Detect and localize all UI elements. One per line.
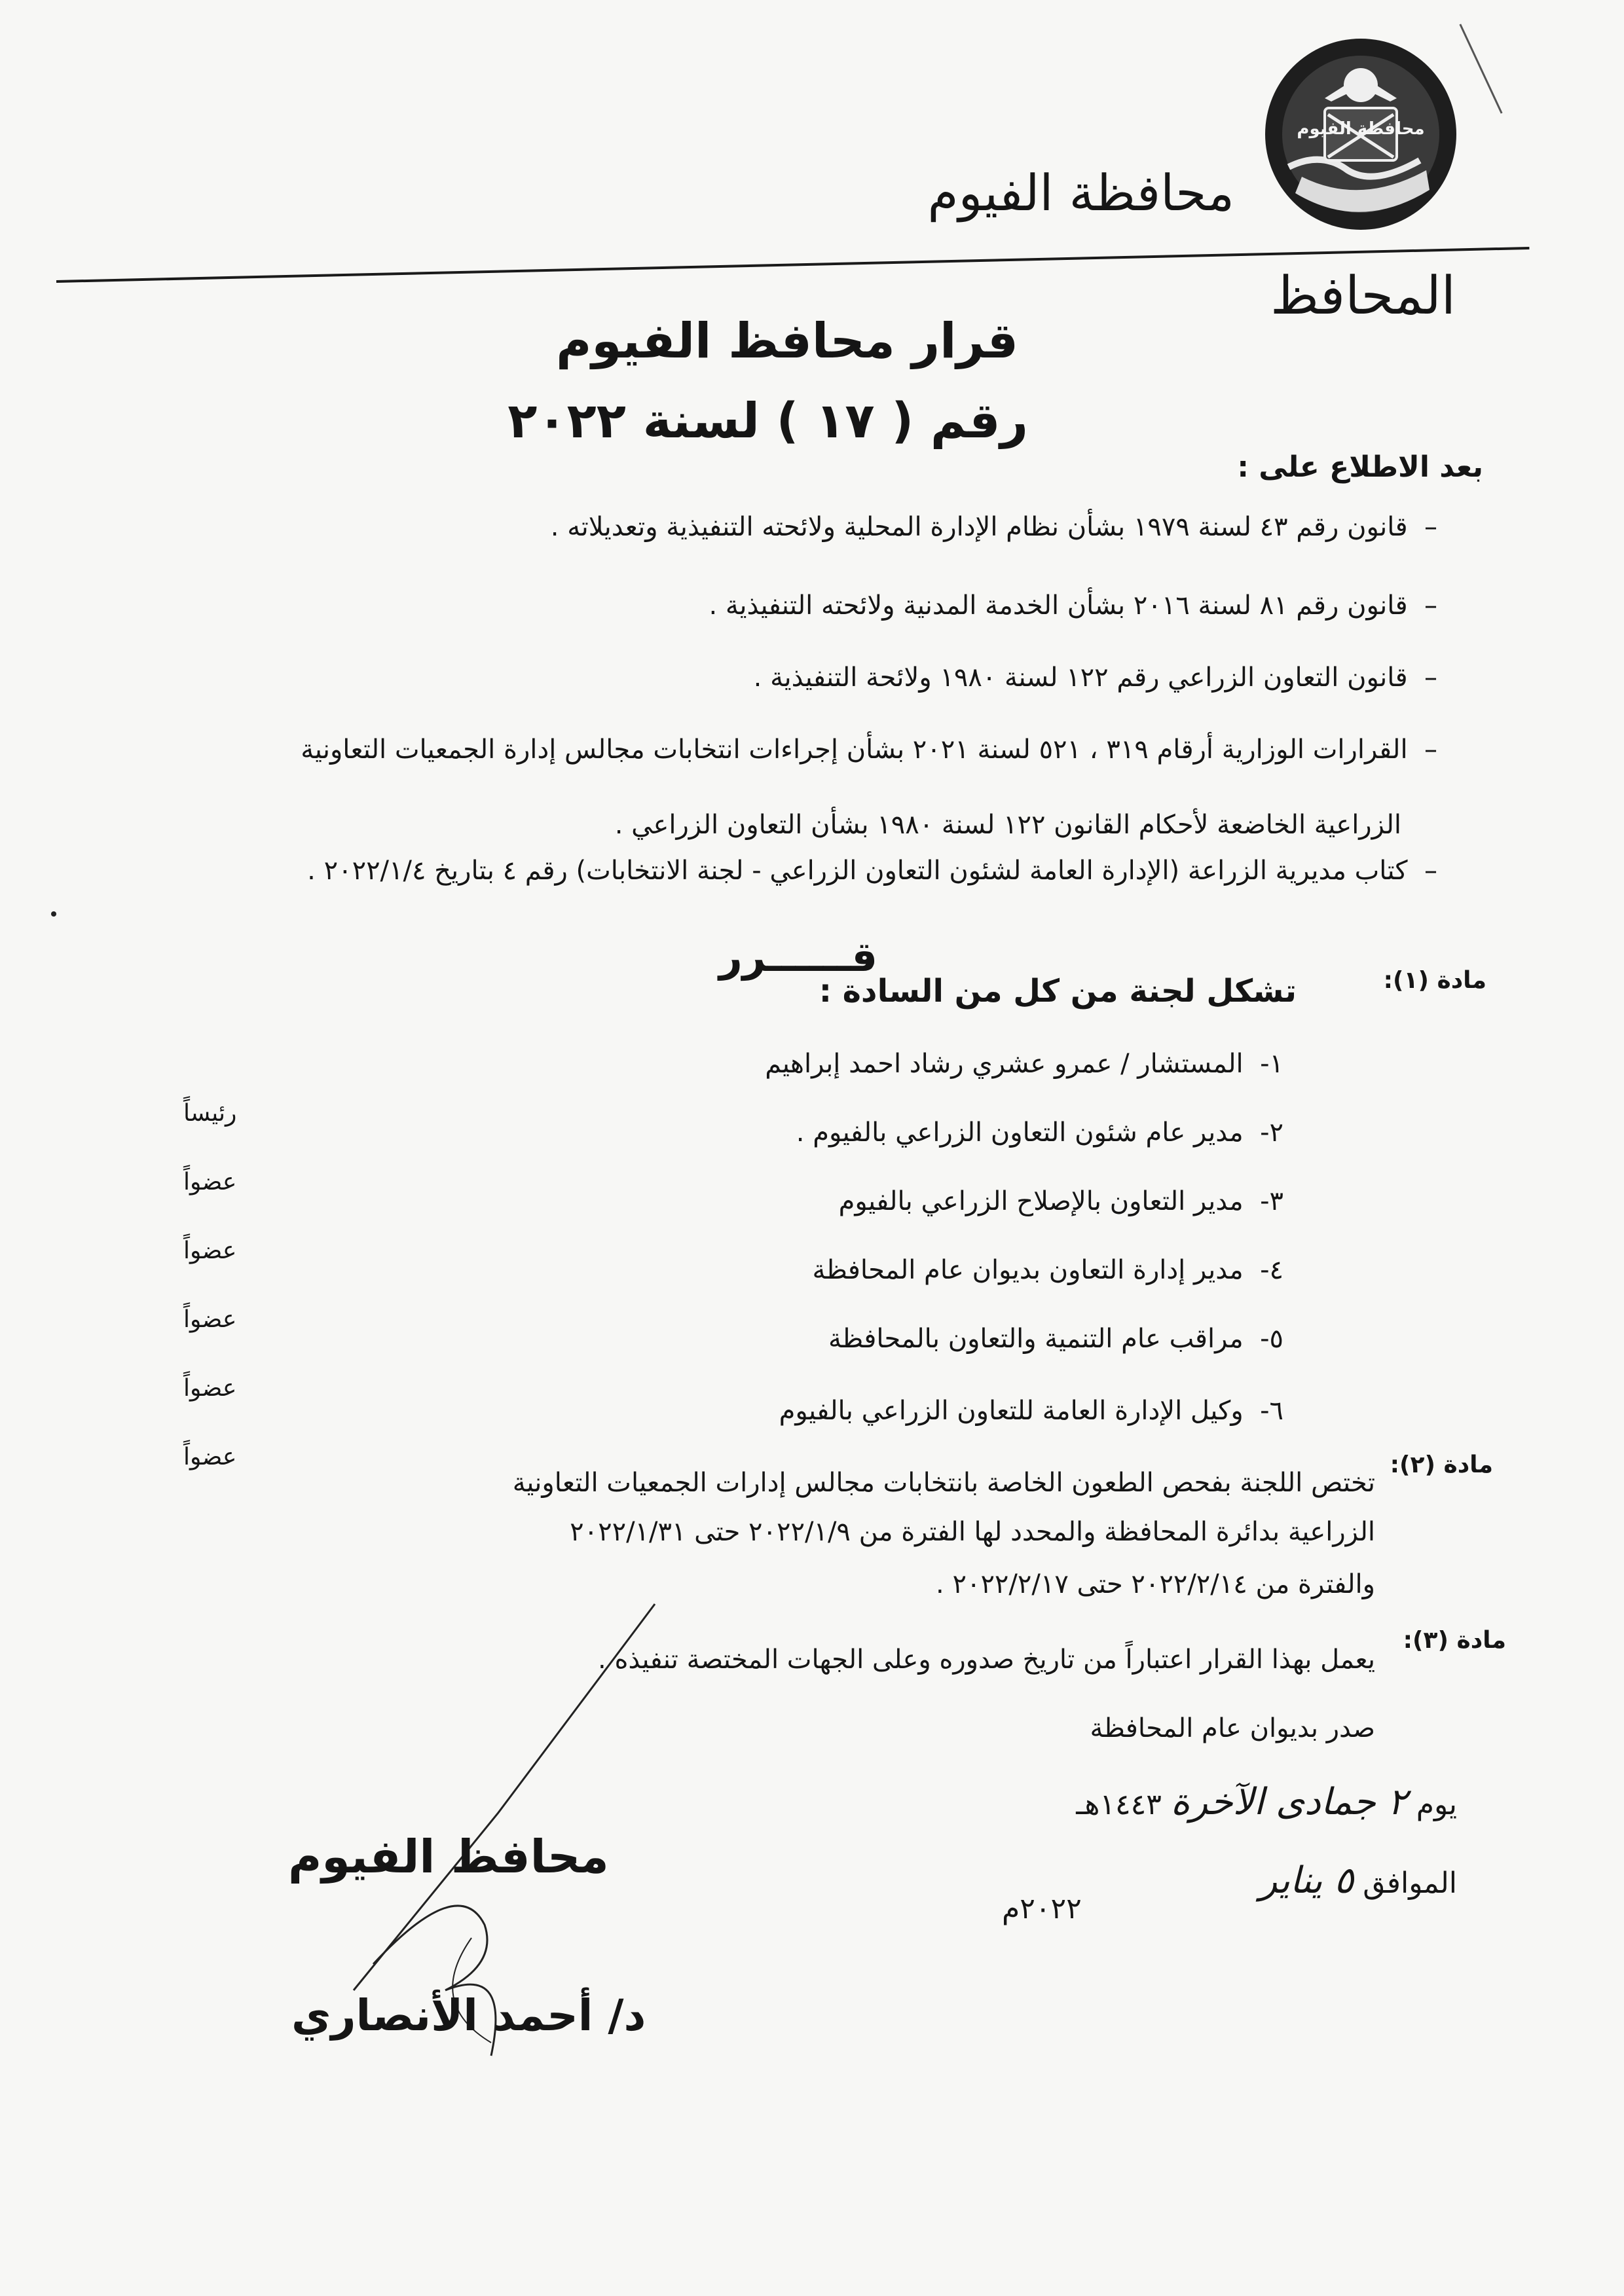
svg-text:محافظة الفيوم: محافظة الفيوم — [1297, 119, 1425, 139]
member-name: وكيل الإدارة العامة للتعاون الزراعي بالفيوم — [779, 1396, 1244, 1426]
preamble-heading: بعد الاطلاع على : — [1237, 450, 1483, 484]
preamble-item-continued: الزراعية الخاضعة لأحكام القانون ١٢٢ لسنة ١٩٨٠ بشأن التعاون الزراعي . — [614, 810, 1401, 840]
article-2-line: تختص اللجنة بفحص الطعون الخاصة بانتخابات مجالس إدارات الجمعيات التعاونية — [512, 1468, 1375, 1498]
hijri-date — [1076, 1781, 1457, 1823]
member-role: عضواً — [183, 1444, 237, 1470]
member-row — [796, 1120, 1283, 1146]
handwritten-date: ٥ يناير — [1259, 1859, 1354, 1902]
gregorian-year: ٢٠٢٢م — [1002, 1892, 1082, 1925]
member-row — [765, 1051, 1283, 1077]
bullet-dash: – — [1407, 512, 1437, 542]
bullet-dash: – — [1407, 591, 1437, 621]
margin-dot — [51, 911, 56, 917]
gregorian-date — [1259, 1859, 1457, 1902]
member-role: عضواً — [183, 1237, 237, 1264]
member-name: مدير التعاون بالإصلاح الزراعي بالفيوم — [838, 1186, 1244, 1216]
decision-title: قرار محافظ الفيوم — [556, 313, 1018, 369]
member-number: ٤- — [1260, 1255, 1283, 1285]
article-1-text: تشكل لجنة من كل من السادة : — [819, 973, 1297, 1010]
preamble-item-text: قانون رقم ٤٣ لسنة ١٩٧٩ بشأن نظام الإدارة المحلية ولائحته التنفيذية وتعديلاته . — [550, 512, 1408, 542]
decides-heading: قــــــرر — [718, 933, 877, 981]
scan-mark — [1459, 24, 1502, 113]
preamble-item-text: قانون رقم ٨١ لسنة ٢٠١٦ بشأن الخدمة المدنية ولائحته التنفيذية . — [709, 591, 1408, 621]
governorate-name: محافظة الفيوم — [927, 164, 1234, 222]
preamble-item — [307, 858, 1437, 884]
issued-at: صدر بديوان عام المحافظة — [1090, 1713, 1375, 1743]
preamble-item — [301, 737, 1437, 763]
article-2-label: مادة (٢): — [1390, 1451, 1493, 1478]
member-name: المستشار / عمرو عشري رشاد احمد إبراهيم — [765, 1049, 1244, 1079]
date-prefix: يوم — [1416, 1788, 1457, 1821]
member-row — [828, 1326, 1283, 1352]
preamble-item — [709, 592, 1438, 619]
member-name: مراقب عام التنمية والتعاون بالمحافظة — [828, 1324, 1244, 1354]
governorate-seal — [1263, 36, 1459, 236]
handwritten-date: ٢ جمادى الآخرة — [1170, 1781, 1407, 1823]
article-2-line: والفترة من ٢٠٢٢/٢/١٤ حتى ٢٠٢٢/٢/١٧ . — [936, 1569, 1375, 1599]
signatory-name: د/ أحمد الأنصاري — [291, 1990, 646, 2041]
member-row — [839, 1188, 1283, 1214]
member-name: مدير عام شئون التعاون الزراعي بالفيوم . — [796, 1118, 1244, 1148]
member-number: ٦- — [1260, 1396, 1283, 1426]
date-year: ١٤٤٣هـ — [1076, 1788, 1162, 1821]
member-row — [813, 1257, 1283, 1283]
member-role: عضواً — [183, 1169, 237, 1195]
member-role: عضواً — [183, 1306, 237, 1333]
article-2-line: الزراعية بدائرة المحافظة والمحدد لها الفترة من ٢٠٢٢/١/٩ حتى ٢٠٢٢/١/٣١ — [570, 1517, 1375, 1547]
member-row — [779, 1398, 1283, 1424]
bullet-dash: – — [1407, 856, 1437, 886]
bullet-dash: – — [1407, 735, 1437, 765]
signatory-title: محافظ الفيوم — [288, 1830, 609, 1884]
member-number: ١- — [1260, 1049, 1283, 1079]
bullet-dash: – — [1407, 663, 1437, 693]
preamble-item-text: كتاب مديرية الزراعة (الإدارة العامة لشئون التعاون الزراعي - لجنة الانتخابات) رقم ٤ بتاريخ ٢٠٢٢/١/٤ . — [307, 856, 1408, 886]
member-role: عضواً — [183, 1375, 237, 1402]
preamble-item — [754, 665, 1437, 691]
article-1-label: مادة (١): — [1383, 967, 1486, 994]
date-prefix: الموافق — [1363, 1867, 1457, 1900]
preamble-item-text: القرارات الوزارية أرقام ٣١٩ ، ٥٢١ لسنة ٢٠٢١ بشأن إجراءات انتخابات مجالس إدارة الجمعيات التعاونية — [301, 735, 1408, 765]
preamble-item — [551, 514, 1437, 540]
office-name: المحافظ — [1270, 265, 1456, 326]
member-number: ٢- — [1260, 1118, 1283, 1148]
article-3-label: مادة (٣): — [1403, 1627, 1506, 1654]
preamble-item-text: قانون التعاون الزراعي رقم ١٢٢ لسنة ١٩٨٠ ولائحة التنفيذية . — [753, 663, 1408, 693]
member-number: ٣- — [1260, 1186, 1283, 1216]
member-number: ٥- — [1260, 1324, 1283, 1354]
article-3-line: يعمل بهذا القرار اعتباراً من تاريخ صدوره وعلى الجهات المختصة تنفيذه . — [598, 1645, 1375, 1675]
decision-number: رقم ( ١٧ ) لسنة ٢٠٢٢ — [507, 393, 1028, 449]
member-role: رئيساً — [183, 1100, 237, 1127]
member-name: مدير إدارة التعاون بديوان عام المحافظة — [812, 1255, 1244, 1285]
